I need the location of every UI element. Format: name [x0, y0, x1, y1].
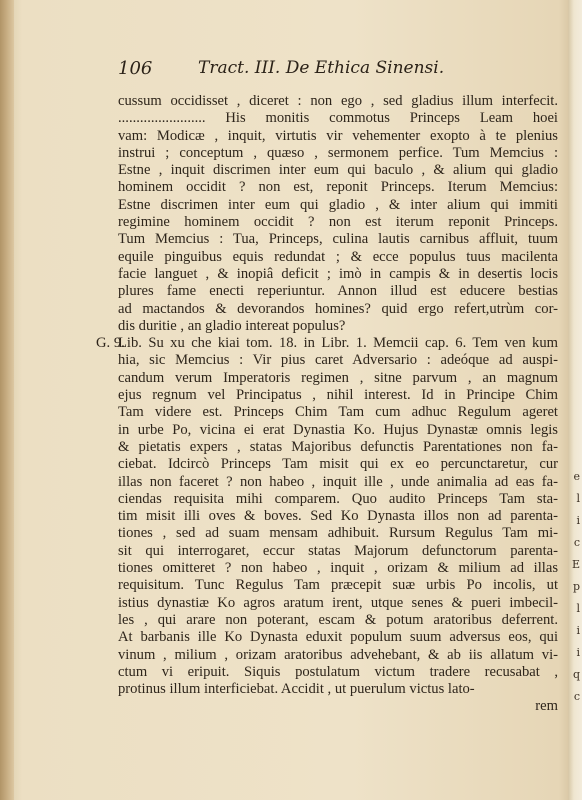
margin-fragment: i	[576, 624, 580, 637]
margin-fragment: l	[576, 602, 580, 615]
text-line: vam: Modicæ , inquit, virtutis vir vehementer exopto à te plenius	[118, 127, 558, 144]
text-line: ........................ His monitis commotus Princeps Leam hoei	[118, 110, 558, 127]
text-line: & pietatis expers , statas Majoribus defunctis Parentationes non fa-	[118, 438, 558, 455]
running-title: Tract. III. De Ethica Sinensi.	[198, 58, 445, 78]
margin-fragment: p	[572, 580, 580, 593]
margin-fragment: c	[573, 536, 580, 549]
page-number: 106	[118, 58, 153, 79]
text-line: ejus regnum vel Principatus , nihil interest. Id in Principe Chim	[118, 387, 558, 404]
body-text	[96, 93, 558, 716]
text-line: At barbanis ille Ko Dynasta eduxit populum suum adversus eos, qui	[118, 629, 558, 646]
text-line: dis duritie , an gladio intereat populus?	[118, 317, 346, 334]
margin-fragment: i	[576, 514, 580, 527]
text-line: Tum Memcius : Tua, Princeps, culina lautis carnibus affluit, tuum	[118, 231, 558, 248]
margin-fragment: e	[573, 470, 580, 483]
margin-fragment: l	[576, 492, 580, 505]
text-line: Estne discrimen inter eum qui gladio , & inter alium qui immiti	[118, 196, 558, 213]
paragraph-marker: G. 9.	[96, 335, 125, 352]
text-line: tiones omitteret ? non habeo , inquit , orizam & milium ad illas	[118, 560, 558, 577]
margin-fragment: E	[571, 558, 580, 571]
text-line: facie languet , & inopiâ deficit ; imò in campis & in desertis locis	[118, 265, 558, 282]
text-line: ad mactandos & devorandos homines? quid ergo refert,utrùm cor-	[118, 300, 558, 317]
text-line: ciebat. Idcircò Princeps Tam misit qui ex eo percunctaretur, cur	[118, 456, 558, 473]
margin-fragment: c	[573, 690, 580, 703]
page-binding-edge	[0, 0, 14, 800]
text-line: sit qui interrogaret, eccur statas Majorum defunctorum parenta-	[118, 542, 558, 559]
text-line: Lib. Su xu che kiai tom. 18. in Libr. 1. Memcii cap. 6. Tem ven kum	[118, 335, 558, 352]
margin-fragment: q	[572, 668, 580, 681]
text-line: in urbe Po, vicina ei erat Dynastia Ko. Hujus Dynastæ omnis legis	[118, 421, 558, 438]
text-line: candum verum Imperatoris regimen , sitne parvum , an magnum	[118, 369, 558, 386]
text-line: requisitum. Tunc Regulus Tam præcepit suæ urbis Po incolis, ut	[118, 577, 558, 594]
text-line: cussum occidisset , diceret : non ego , sed gladius illum interfecit.	[118, 93, 558, 109]
text-line: equile pinguibus equis redundat ; & ecce populus tuus macilenta	[118, 248, 558, 265]
text-line: hia, sic Memcius : Vir pius caret Adversario : adeóque ad auspi-	[118, 352, 558, 369]
text-line: instrui ; conceptum , quæso , sermonem perfice. Tum Memcius :	[118, 144, 558, 161]
text-line: istius dynastiæ Ko agros aratum irent, utque senes & pueri imbecil-	[118, 594, 558, 611]
text-line: rem	[535, 698, 558, 715]
text-line: tim misit illi oves & boves. Sed Ko Dynasta illos non ad parenta-	[118, 508, 558, 525]
text-line: Tam videre est. Princeps Chim Tam cum adhuc Regulum ageret	[118, 404, 558, 421]
text-line: regimine hominem occidit ? non est iterum reponit Princeps.	[118, 214, 558, 231]
margin-fragment: i	[576, 646, 580, 659]
text-line: ctum vi eripuit. Siquis postulatum victum tradere recusabat ,	[118, 663, 558, 680]
facing-page-edge	[568, 0, 582, 800]
text-line: protinus illum interficiebat. Accidit , ut puerulum victus lato-	[118, 681, 475, 698]
text-line: hominem occidit ? non est, reponit Princeps. Iterum Memcius:	[118, 179, 558, 196]
text-line: les , qui arare non poterant, escam & potum aratoribus deferrent.	[118, 611, 558, 628]
text-line: illas non faceret ? non habeo , inquit ille , unde animalia ad eas fa-	[118, 473, 558, 490]
text-line: vinum , milium , orizam aratoribus advehebant, & ab iis allatum vi-	[118, 646, 558, 663]
text-line: tiones , sed ad suam mensam adhibuit. Rursum Regulus Tam mi-	[118, 525, 558, 542]
text-line: Estne , inquit discrimen inter eum qui baculo , & alium qui gladio	[118, 162, 558, 179]
text-line: ciendas requisita mihi comparem. Quo audito Princeps Tam sta-	[118, 490, 558, 507]
text-line: plures fame enecti reperiuntur. Annon illud est educere bestias	[118, 283, 558, 300]
